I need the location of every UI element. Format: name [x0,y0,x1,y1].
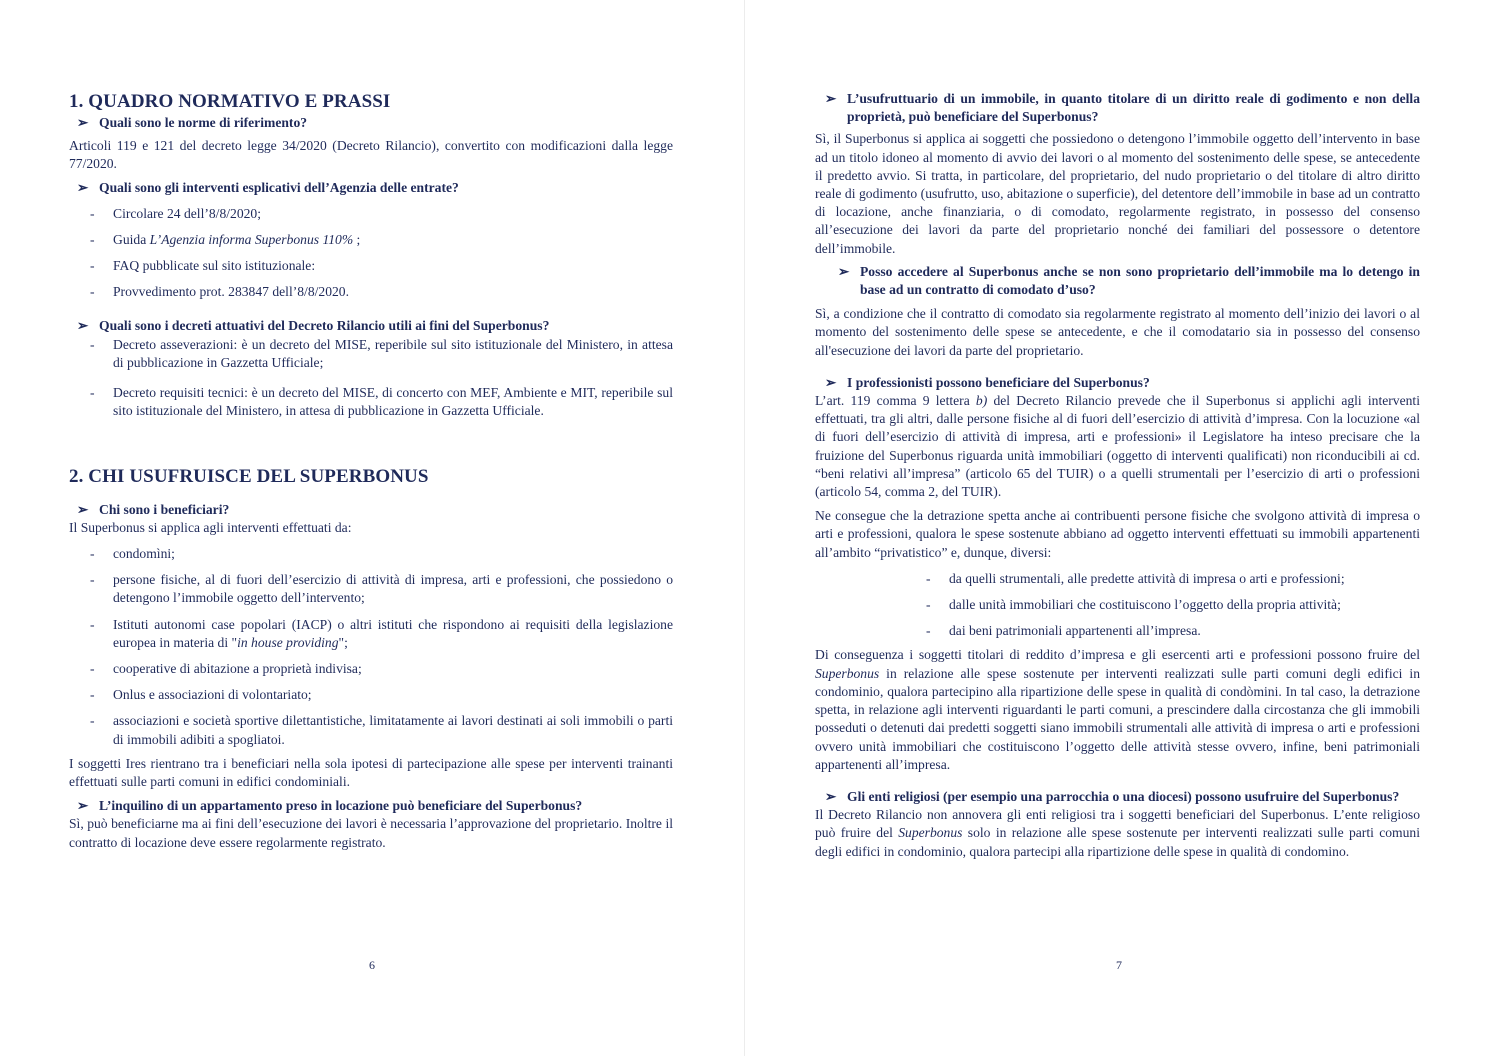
list-beneficiari [69,545,673,749]
question-decreti-attuativi [69,317,673,335]
list-item: - associazioni e società sportive dilettantistiche, limitatamente ai lavori destinati ai soli immobili o parti di immobili adibiti a spogliatoi. [90,713,673,747]
arrow-bullet-icon: ➢ [77,115,89,130]
list-item: - cooperative di abitazione a proprietà indivisa; [90,661,362,677]
answer-usufruttuario: Sì, il Superbonus si applica ai soggetti che possiedono o detengono l’immobile oggetto dell’intervento in base ad un titolo idoneo al momento di avvio dei lavori o al momento del sostenimento delle spese, se antecedente il predetto avvio. Si tratta, in particolare, del proprietario, del nudo proprietario o del titolare di altro diritto reale di godimento (usufrutto, uso, abitazione o superficie), del detentore dell’immobile in base ad un contratto di locazione, anche finanziaria, o di comodato, regolarmente registrato, in possesso del consenso all’esecuzione dei lavori da parte del proprietario nonché dei familiari del possessore o detentore dell’immobile. [815,131,1420,256]
arrow-bullet-icon: ➢ [825,91,837,106]
question-text: Quali sono le norme di riferimento? [99,115,308,130]
question-interventi-agenzia [69,179,673,197]
question-text: Posso accedere al Superbonus anche se non sono proprietario dell’immobile ma lo detengo in base ad un contratto di comodato d’uso? [860,263,1420,298]
arrow-bullet-icon: ➢ [77,179,89,195]
page-right [745,0,1490,1056]
question-text: I professionisti possono beneficiare del Superbonus? [847,374,1150,390]
question-text: L’usufruttuario di un immobile, in quanto titolare di un diritto reale di godimento e non della proprietà, può beneficiare del Superbonus? [847,91,1420,125]
list-item: - FAQ pubblicate sul sito istituzionale: [90,258,316,274]
question-comodato [815,263,1420,299]
question-text: Gli enti religiosi (per esempio una parrocchia o una diocesi) possono usufruire del Superbonus? [847,788,1400,804]
question-norme [69,114,673,132]
question-text: Quali sono i decreti attuativi del Decreto Rilancio utili ai fini del Superbonus? [99,317,550,333]
arrow-bullet-icon: ➢ [77,798,89,814]
page-number: 6 [369,958,375,972]
question-enti-religiosi [815,788,1420,806]
section-title-2: 2. CHI USUFRUISCE DEL SUPERBONUS [69,465,429,487]
list-item: - dai beni patrimoniali appartenenti all’impresa. [926,623,1201,639]
question-text: Quali sono gli interventi esplicativi dell’Agenzia delle entrate? [99,179,459,195]
section-title-1: 1. QUADRO NORMATIVO E PRASSI [69,91,391,112]
page-left-content [69,90,673,852]
arrow-bullet-icon: ➢ [825,374,837,390]
list-item: - Decreto asseverazioni: è un decreto del MISE, reperibile sul sito istituzionale del Ministero, in attesa di pubblicazione in Gazzetta Ufficiale; [90,336,673,371]
list-item: - Guida L’Agenzia informa Superbonus 110% ; [90,232,361,248]
answer-comodato: Sì, a condizione che il contratto di comodato sia regolarmente registrato al momento dell’inizio dei lavori o al momento del sostenimento delle spese se antecedente, e che il comodatario sia in possesso del consenso all'esecuzione dei lavori da parte del proprietario. [815,306,1420,358]
list-item: - condomìni; [90,546,175,562]
list-item: - Decreto requisiti tecnici: è un decreto del MISE, di concerto con MEF, Ambiente e MIT, reperibile sul sito istituzionale del Ministero, in attesa di pubblicazione in Gazzetta Ufficiale. [90,385,673,419]
list-item: - Circolare 24 dell’8/8/2020; [90,205,261,221]
question-professionisti [815,374,1420,392]
question-usufruttuario [815,90,1420,126]
question-beneficiari [69,501,673,519]
answer-inquilino: Sì, può beneficiarne ma ai fini dell’esecuzione dei lavori è necessaria l’approvazione del proprietario. Inoltre il contratto di locazione deve essere regolarmente registrato. [69,816,673,850]
arrow-bullet-icon: ➢ [825,788,837,804]
list-item: - da quelli strumentali, alle predette attività di impresa o arti e professioni; [926,570,1345,586]
answer-norme: Articoli 119 e 121 del decreto legge 34/2020 (Decreto Rilancio), convertito con modificazioni dalla legge 77/2020. [69,138,673,172]
question-text: L’inquilino di un appartamento preso in locazione può beneficiare del Superbonus? [99,798,583,814]
arrow-bullet-icon: ➢ [77,317,89,333]
page-right-content [815,90,1420,861]
list-professionisti [815,570,1420,641]
page-number: 7 [1116,958,1122,972]
answer-professionisti-3: Di conseguenza i soggetti titolari di reddito d’impresa e gli esercenti arti e professioni possono fruire del Superbonus in relazione alle spese sostenute per interventi realizzati sulle parti comuni degli edifici in condominio, qualora partecipino alla ripartizione delle spese in qualità di condòmini. In tal caso, la detrazione spetta, in relazione agli interventi riguardanti le parti comuni, a prescindere dalla circostanza che gli immobili posseduti o detenuti dai predetti soggetti siano immobili strumentali alle attività di impresa o arti e professioni ovvero unità immobiliari che costituiscono l’oggetto delle attività stesse ovvero, infine, beni patrimoniali appartenenti all’impresa. [815,647,1420,772]
list-item: - Provvedimento prot. 283847 dell’8/8/2020. [90,284,349,300]
answer-beneficiari-ires: I soggetti Ires rientrano tra i beneficiari nella sola ipotesi di partecipazione alle spese per interventi trainanti effettuati sulle parti comuni in edifici condominiali. [69,755,673,790]
question-inquilino [69,797,673,815]
list-item: - persone fisiche, al di fuori dell’esercizio di attività di impresa, arti e professioni, che possiedono o detengono l’immobile oggetto dell’intervento; [90,572,673,606]
list-item: - dalle unità immobiliari che costituiscono l’oggetto della propria attività; [926,597,1341,613]
list-decreti-attuativi [69,336,673,421]
list-item: - Onlus e associazioni di volontariato; [90,687,312,703]
answer-professionisti-1: L’art. 119 comma 9 lettera b) del Decreto Rilancio prevede che il Superbonus si applichi agli interventi effettuati, tra gli altri, dalle persone fisiche al di fuori dell’esercizio di attività d’impresa. Con la locuzione «al di fuori dell’esercizio di attività di impresa, arti e professioni» il Legislatore ha inteso precisare che la fruizione del Superbonus riguarda unità immobiliari (oggetto di interventi qualificati) non riconducibili ai cd. “beni relativi all’impresa” (articolo 65 del TUIR) o a quelli strumentali per l’esercizio di arti o professioni (articolo 54, comma 2, del TUIR). [815,393,1420,500]
page-left [0,0,744,1056]
list-item: - Istituti autonomi case popolari (IACP) o altri istituti che rispondono ai requisiti della legislazione europea in materia di "in house providing"; [90,616,673,650]
question-text: Chi sono i beneficiari? [99,501,230,517]
answer-professionisti-2: Ne consegue che la detrazione spetta anche ai contribuenti persone fisiche che svolgono attività di impresa o arti e professioni, qualora le spese sostenute abbiano ad oggetto interventi effettuati su immobili appartenenti all’ambito “privatistico” e, dunque, diversi: [815,508,1420,560]
arrow-bullet-icon: ➢ [77,501,89,517]
list-interventi-agenzia [69,205,673,302]
answer-beneficiari-intro: Il Superbonus si applica agli interventi effettuati da: [69,519,352,535]
answer-enti-religiosi: Il Decreto Rilancio non annovera gli enti religiosi tra i soggetti beneficiari del Superbonus. L’ente religioso può fruire del Superbonus solo in relazione alle spese sostenute per interventi realizzati sulle parti comuni degli edifici in condominio, qualora partecipi alla ripartizione delle spese in qualità di condomino. [815,807,1420,859]
arrow-bullet-icon: ➢ [838,263,850,279]
